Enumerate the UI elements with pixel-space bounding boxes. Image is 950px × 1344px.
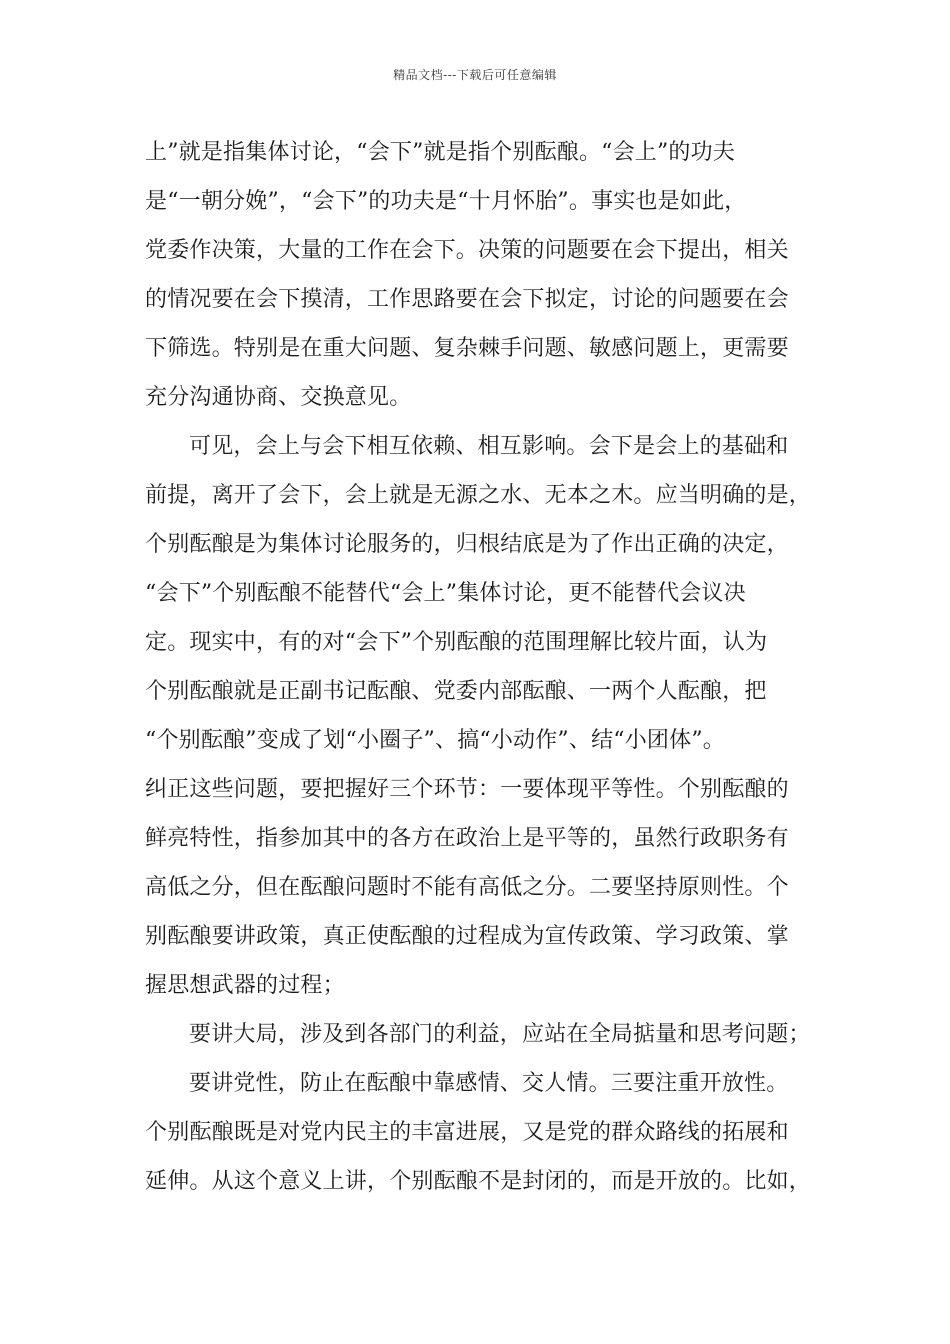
- text-line: 要讲大局，涉及到各部门的利益，应站在全局掂量和思考问题；: [189, 1022, 811, 1047]
- text-line: 定。现实中，有的对“会下”个别酝酿的范围理解比较片面，认为: [145, 630, 768, 655]
- text-line: 纠正这些问题，要把握好三个环节：一要体现平等性。个别酝酿的: [145, 777, 789, 802]
- document-body: [145, 128, 835, 1206]
- text-line: 鲜亮特性，指参加其中的各方在政治上是平等的，虽然行政职务有: [145, 826, 789, 851]
- text-line: 可见，会上与会下相互依赖、相互影响。会下是会上的基础和: [189, 434, 789, 459]
- text-line: 握思想武器的过程；: [145, 973, 345, 998]
- page-header: 精品文档---下载后可任意编辑: [393, 68, 557, 82]
- text-line: 别酝酿要讲政策，真正使酝酿的过程成为宣传政策、学习政策、掌: [145, 924, 789, 949]
- text-line: 下筛选。特别是在重大问题、复杂棘手问题、敏感问题上，更需要: [145, 336, 789, 361]
- text-line: 个别酝酿是为集体讨论服务的，归根结底是为了作出正确的决定，: [145, 532, 789, 557]
- text-line: 的情况要在会下摸清，工作思路要在会下拟定，讨论的问题要在会: [145, 287, 789, 312]
- text-line: “个别酝酿”变成了划“小圈子”、搞“小动作”、结“小团体”。: [145, 728, 725, 753]
- text-line: 党委作决策，大量的工作在会下。决策的问题要在会下提出，相关: [145, 238, 789, 263]
- text-line: 是“一朝分娩”，“会下”的功夫是“十月怀胎”。事实也是如此，: [145, 189, 747, 214]
- text-line: 前提，离开了会下，会上就是无源之水、无本之木。应当明确的是，: [145, 483, 812, 508]
- text-line: “会下”个别酝酿不能替代“会上”集体讨论，更不能替代会议决: [145, 581, 746, 606]
- text-line: 个别酝酿就是正副书记酝酿、党委内部酝酿、一两个人酝酿，把: [145, 679, 767, 704]
- text-line: 延伸。从这个意义上讲，个别酝酿不是封闭的，而是开放的。比如，: [145, 1169, 812, 1194]
- text-line: 高低之分，但在酝酿问题时不能有高低之分。二要坚持原则性。个: [145, 875, 789, 900]
- text-line: 上”就是指集体讨论，“会下”就是指个别酝酿。“会上”的功夫: [145, 140, 736, 165]
- text-line: 要讲党性，防止在酝酿中靠感情、交人情。三要注重开放性。: [189, 1071, 789, 1096]
- text-line: 个别酝酿既是对党内民主的丰富进展，又是党的群众路线的拓展和: [145, 1120, 789, 1145]
- text-line: 充分沟通协商、交换意见。: [145, 385, 412, 410]
